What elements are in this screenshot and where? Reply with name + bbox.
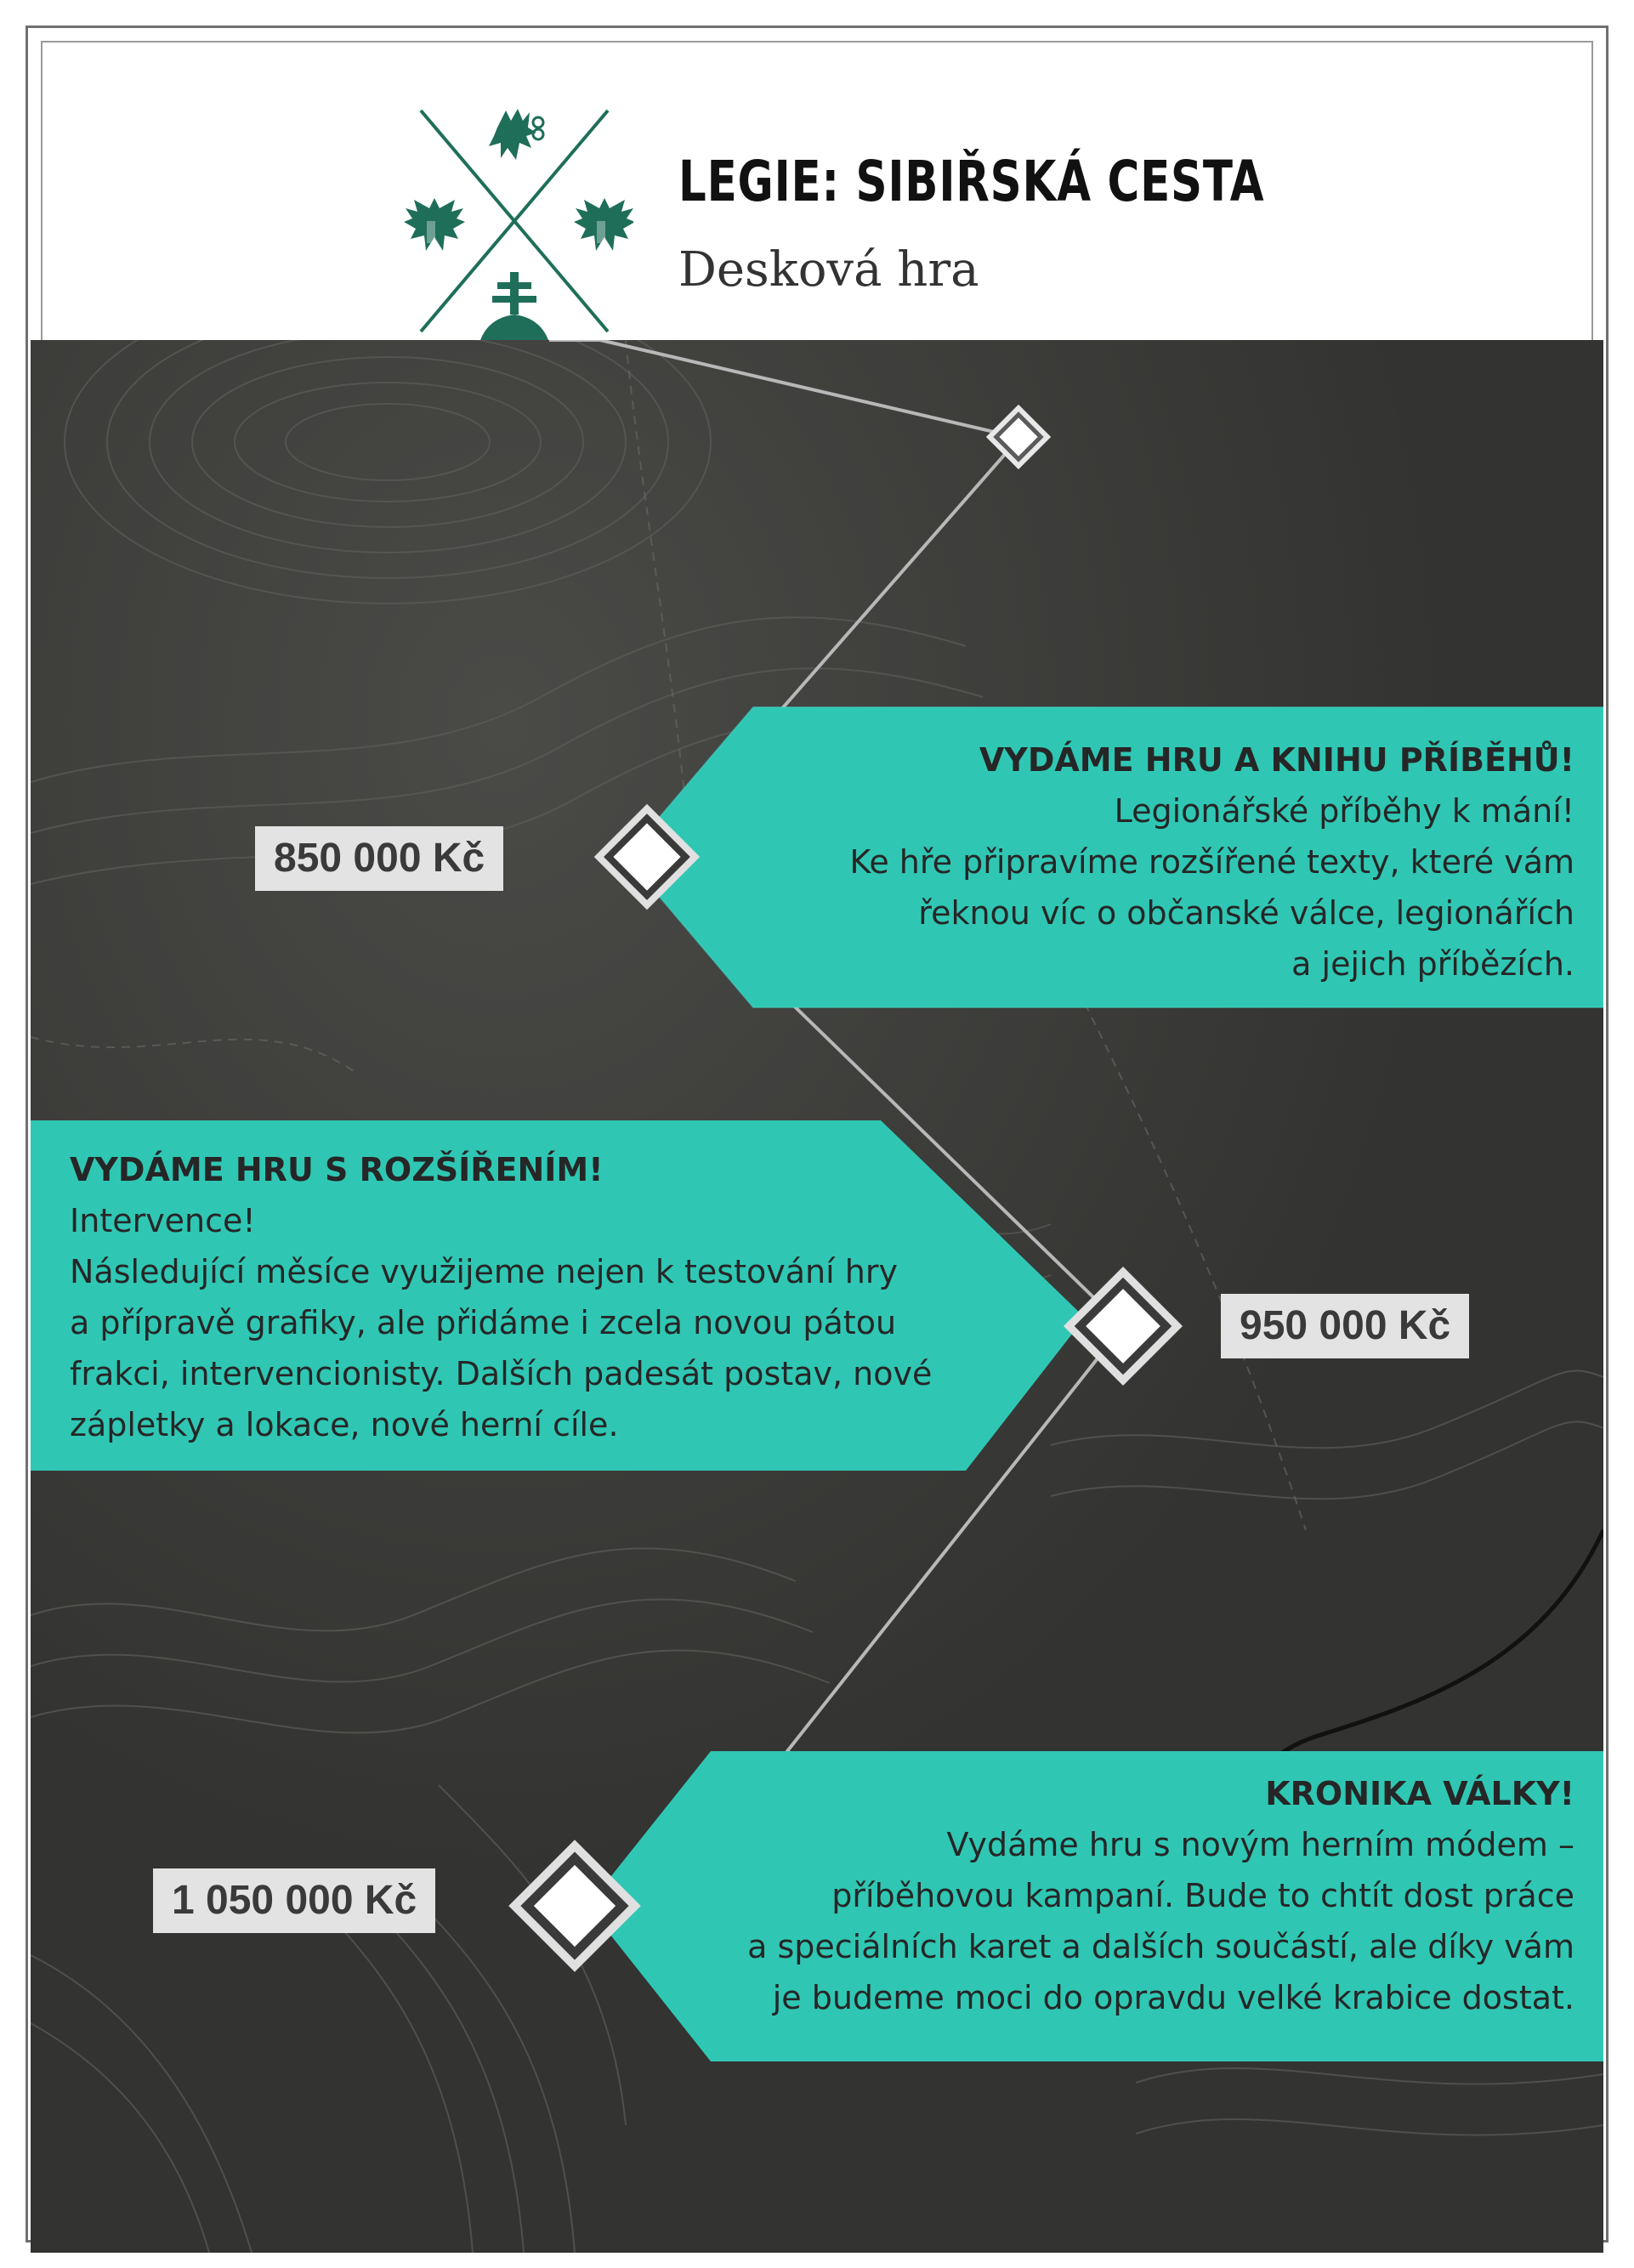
- coat-of-arms-logo: [395, 94, 633, 349]
- milestone-line: je budeme moci do opravdu velké krabice dostat.: [772, 1979, 1574, 2016]
- milestone-line: Legionářské příběhy k mání!: [1114, 792, 1574, 830]
- milestone-line: frakci, intervencionisty. Dalších padesát postav, nové: [70, 1355, 933, 1392]
- milestone-heading-1: VYDÁME HRU A KNIHU PŘÍBĚHŮ!: [979, 741, 1574, 779]
- milestone-heading-2: VYDÁME HRU S ROZŠÍŘENÍM!: [70, 1151, 604, 1188]
- milestone-price-1: 850 000 Kč: [255, 826, 503, 891]
- milestone-line: a přípravě grafiky, ale přidáme i zcela novou pátou: [70, 1304, 897, 1341]
- milestone-line: řeknou víc o občanské válce, legionářích: [918, 894, 1574, 932]
- milestone-heading-3: KRONIKA VÁLKY!: [1265, 1775, 1574, 1812]
- double-cross-emblem-icon: [480, 272, 548, 340]
- milestone-line: Vydáme hru s novým herním módem –: [946, 1826, 1574, 1863]
- milestone-line: zápletky a lokace, nové herní cíle.: [70, 1406, 619, 1443]
- milestone-line: a speciálních karet a dalších součástí, ale díky vám: [747, 1928, 1574, 1965]
- milestone-line: Intervence!: [70, 1202, 256, 1239]
- header: [43, 43, 1591, 340]
- milestone-text-1: [682, 734, 1574, 989]
- page-subtitle: Desková hra: [678, 242, 979, 298]
- eagle-emblem-icon: [404, 198, 465, 251]
- milestone-line: Ke hře připravíme rozšířené texty, které vám: [849, 843, 1574, 881]
- milestone-price-3: 1 050 000 Kč: [153, 1868, 435, 1933]
- milestone-line: Následující měsíce využijeme nejen k testování hry: [70, 1253, 898, 1290]
- milestone-line: a jejich příbězích.: [1291, 945, 1574, 983]
- milestone-text-3: [682, 1768, 1574, 2023]
- lion-emblem-icon: [489, 109, 543, 160]
- milestone-text-2: [70, 1144, 1056, 1450]
- milestone-line: příběhovou kampaní. Bude to chtít dost práce: [831, 1877, 1574, 1914]
- milestone-price-2: 950 000 Kč: [1221, 1294, 1469, 1358]
- eagle-emblem-icon: [574, 198, 633, 251]
- page-title: LEGIE: SIBIŘSKÁ CESTA: [678, 149, 1265, 214]
